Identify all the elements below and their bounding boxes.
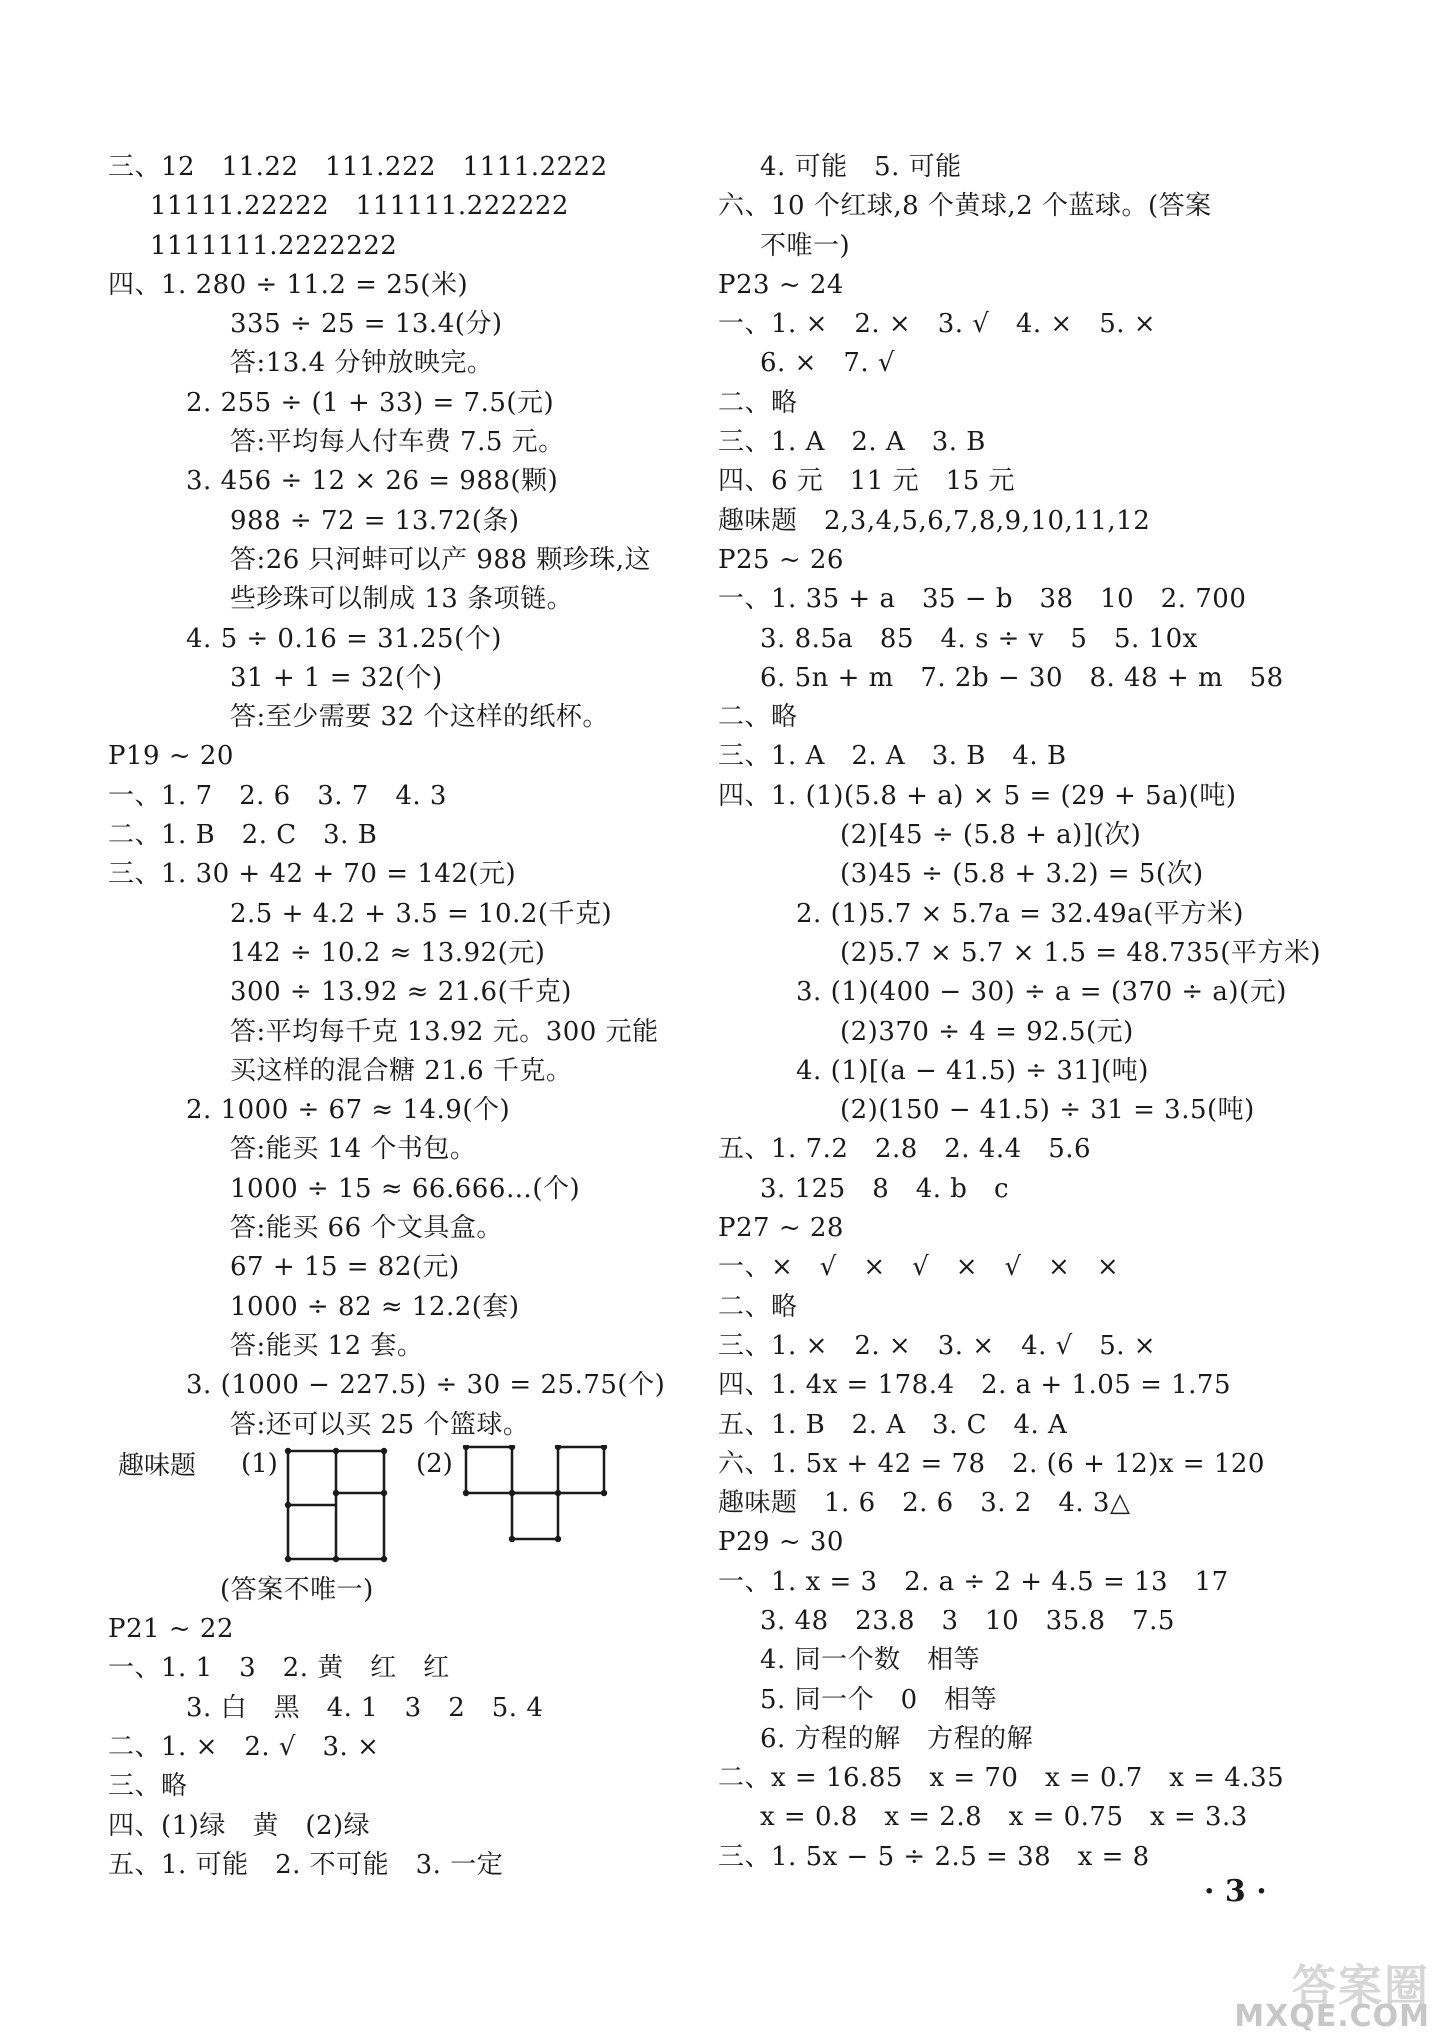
answer-line: x = 0.8 x = 2.8 x = 0.75 x = 3.3 [760, 1802, 1248, 1833]
answer-line: 三、略 [108, 1771, 188, 1802]
answer-line: P27 ~ 28 [718, 1213, 844, 1244]
left-column [108, 148, 708, 1885]
answer-line: 三、1. A 2. A 3. B 4. B [718, 741, 1067, 772]
answer-line: P19 ~ 20 [108, 741, 234, 772]
answer-line: 3. 125 8 4. b c [760, 1173, 1010, 1204]
fun-question-part1: (1) [241, 1448, 278, 1479]
answer-line: 二、略 [718, 387, 798, 418]
answer-line: 三、1. A 2. A 3. B [718, 427, 986, 458]
answer-line: 趣味题 1. 6 2. 6 3. 2 4. 3△ [718, 1488, 1131, 1519]
answer-line: 答:还可以买 25 个篮球。 [230, 1409, 530, 1440]
answer-line: 些珍珠可以制成 13 条项链。 [230, 584, 574, 615]
answer-line: 3. 456 ÷ 12 × 26 = 988(颗) [186, 466, 559, 497]
page-number: · 3 · [1204, 1874, 1267, 1909]
answer-line: 一、1. 1 3 2. 黄 红 红 [108, 1653, 450, 1684]
answer-line: 答:26 只河蚌可以产 988 颗珍珠,这 [230, 544, 652, 575]
answer-line: 4. 可能 5. 可能 [760, 152, 962, 182]
answer-line: 2. (1)5.7 × 5.7a = 32.49a(平方米) [796, 898, 1244, 929]
answer-line: 答:平均每千克 13.92 元。300 元能 [230, 1016, 659, 1047]
answer-line: 2. 255 ÷ (1 + 33) = 7.5(元) [186, 387, 555, 418]
answer-line: 300 ÷ 13.92 ≈ 21.6(千克) [230, 977, 572, 1008]
answer-line: 4. 同一个数 相等 [760, 1645, 981, 1676]
answer-line: 一、1. 35 + a 35 − b 38 10 2. 700 [718, 584, 1247, 615]
answer-line: 四、1. (1)(5.8 + a) × 5 = (29 + 5a)(吨) [718, 780, 1237, 811]
answer-line: (2)5.7 × 5.7 × 1.5 = 48.735(平方米) [840, 937, 1322, 968]
diagram-2 [466, 1447, 604, 1539]
answer-line: 四、6 元 11 元 15 元 [718, 466, 1016, 497]
answer-line: 买这样的混合糖 21.6 千克。 [230, 1055, 573, 1086]
watermark-logo: 答案圈 [1292, 1961, 1430, 2012]
right-answer-lines [718, 148, 1358, 1877]
answer-line: 答:能买 14 个书包。 [230, 1134, 477, 1165]
answer-line: (3)45 ÷ (5.8 + 3.2) = 5(次) [840, 859, 1204, 890]
answer-line: 6. 方程的解 方程的解 [760, 1723, 1034, 1754]
dot-grid-diagrams [108, 1445, 708, 1571]
answer-line: 一、1. × 2. × 3. √ 4. × 5. × [718, 309, 1157, 340]
watermark-site: MXQE.COM [1234, 1999, 1430, 2034]
answer-line: P23 ~ 24 [718, 269, 844, 300]
answer-line: 335 ÷ 25 = 13.4(分) [230, 309, 503, 340]
fun-question-figure [108, 1445, 708, 1571]
answer-line: 二、x = 16.85 x = 70 x = 0.7 x = 4.35 [718, 1763, 1285, 1794]
answer-line: 五、1. 7.2 2.8 2. 4.4 5.6 [718, 1134, 1092, 1165]
answer-line: 答:至少需要 32 个这样的纸杯。 [230, 702, 609, 733]
answer-line: 一、1. x = 3 2. a ÷ 2 + 4.5 = 13 17 [718, 1566, 1229, 1597]
answer-line: 四、(1)绿 黄 (2)绿 [108, 1810, 371, 1841]
answer-line: 四、1. 4x = 178.4 2. a + 1.05 = 1.75 [718, 1370, 1232, 1401]
answer-line: 三、1. × 2. × 3. × 4. √ 5. × [718, 1330, 1157, 1361]
answer-line: 三、1. 30 + 42 + 70 = 142(元) [108, 859, 517, 890]
answer-line: (2)(150 − 41.5) ÷ 31 = 3.5(吨) [840, 1095, 1255, 1126]
answer-line: 67 + 15 = 82(元) [230, 1252, 460, 1283]
answer-line: 31 + 1 = 32(个) [230, 662, 443, 693]
answer-line: 3. (1000 − 227.5) ÷ 30 = 25.75(个) [186, 1370, 666, 1401]
answer-line: 三、1. 5x − 5 ÷ 2.5 = 38 x = 8 [718, 1841, 1150, 1872]
answer-line: 不唯一) [760, 230, 851, 261]
answer-line: 3. (1)(400 − 30) ÷ a = (370 ÷ a)(元) [796, 977, 1287, 1008]
answer-line: 趣味题 2,3,4,5,6,7,8,9,10,11,12 [718, 505, 1151, 536]
answer-line: 答:平均每人付车费 7.5 元。 [230, 427, 565, 458]
answer-line: 4. (1)[(a − 41.5) ÷ 31](吨) [796, 1055, 1149, 1086]
answer-line: 答:13.4 分钟放映完。 [230, 348, 494, 379]
answer-line: 三、12 11.22 111.222 1111.2222 [108, 152, 608, 182]
answer-line: 答:能买 66 个文具盒。 [230, 1213, 503, 1244]
answer-line: 5. 同一个 0 相等 [760, 1684, 998, 1715]
answer-line: 4. 5 ÷ 0.16 = 31.25(个) [186, 623, 502, 654]
answer-line: (2)[45 ÷ (5.8 + a)](次) [840, 820, 1142, 851]
answer-line: 二、略 [718, 1291, 798, 1322]
answer-line: 2. 1000 ÷ 67 ≈ 14.9(个) [186, 1095, 511, 1126]
answer-line: 142 ÷ 10.2 ≈ 13.92(元) [230, 937, 546, 968]
answer-line: P25 ~ 26 [718, 544, 844, 575]
fun-question-part2: (2) [416, 1448, 453, 1479]
diagram-1 [288, 1451, 384, 1559]
answer-line: 一、× √ × √ × √ × × [718, 1252, 1120, 1283]
answer-line: 11111.22222 111111.222222 [150, 191, 569, 222]
answer-line: 一、1. 7 2. 6 3. 7 4. 3 [108, 780, 447, 811]
answer-line: P29 ~ 30 [718, 1527, 844, 1558]
answer-line: 3. 8.5a 85 4. s ÷ v 5 5. 10x [760, 623, 1198, 654]
site-watermark [1172, 1950, 1440, 2040]
answer-line: 五、1. 可能 2. 不可能 3. 一定 [108, 1849, 504, 1880]
answer-line: 二、略 [718, 702, 798, 733]
answer-line: (2)370 ÷ 4 = 92.5(元) [840, 1016, 1134, 1047]
answer-line: 6. × 7. √ [760, 348, 895, 379]
answer-line: 二、1. × 2. √ 3. × [108, 1731, 380, 1762]
fun-question-note: (答案不唯一) [220, 1574, 374, 1605]
answer-line: 二、1. B 2. C 3. B [108, 820, 378, 851]
answer-line: P21 ~ 22 [108, 1614, 234, 1645]
answer-line: 1000 ÷ 82 ≈ 12.2(套) [230, 1291, 520, 1322]
answer-line: 6. 5n + m 7. 2b − 30 8. 48 + m 58 [760, 662, 1284, 693]
answer-line: 1000 ÷ 15 ≈ 66.666…(个) [230, 1173, 581, 1204]
fun-question-label: 趣味题 [118, 1450, 197, 1481]
answer-line: 988 ÷ 72 = 13.72(条) [230, 505, 520, 536]
left-answer-lines [108, 148, 708, 1445]
right-column [718, 148, 1358, 1877]
answer-line: 2.5 + 4.2 + 3.5 = 10.2(千克) [230, 898, 613, 929]
answer-line: 3. 48 23.8 3 10 35.8 7.5 [760, 1605, 1175, 1636]
answer-line: 1111111.2222222 [150, 230, 398, 261]
answer-line: 六、1. 5x + 42 = 78 2. (6 + 12)x = 120 [718, 1448, 1265, 1479]
answer-line: 六、10 个红球,8 个黄球,2 个蓝球。(答案 [718, 191, 1212, 222]
answer-line: 四、1. 280 ÷ 11.2 = 25(米) [108, 269, 469, 300]
answer-line: 答:能买 12 套。 [230, 1330, 424, 1361]
answer-line: 3. 白 黑 4. 1 3 2 5. 4 [186, 1692, 544, 1723]
left-answer-lines-2 [108, 1610, 708, 1885]
answer-line: 五、1. B 2. A 3. C 4. A [718, 1409, 1068, 1440]
